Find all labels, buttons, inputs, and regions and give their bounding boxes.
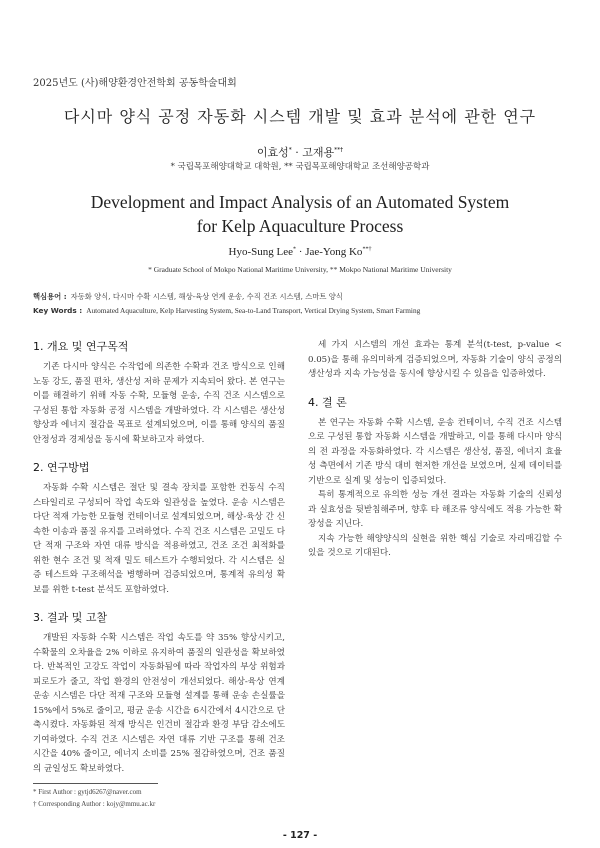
keywords-korean-label: 핵심용어 : [33,292,67,301]
title-korean: 다시마 양식 공정 자동화 시스템 개발 및 효과 분석에 관한 연구 [63,107,537,126]
section-2 [33,459,285,597]
authors-english [0,246,600,258]
section-4 [308,394,562,561]
footnote-first-author [33,788,142,796]
section-2-heading: 2. 연구방법 [33,461,90,474]
title-english-line-2: for Kelp Aquaculture Process [196,216,404,236]
footnote-corresponding-author [33,800,155,808]
author-separator: · [295,146,299,159]
section-2-body: 자동화 수확 시스템은 절단 및 결속 장치를 포함한 컨동식 수직 스타일리로 구성되어 작업 속도와 일관성을 높였다. 운송 시스템은 다단 적재 가능한 모듈형 컨테이너로 설계되었으며, 해상-육상 간 신속한 이송과 품질 유지를 고려하였다. 수직 건조 시스템은 고밀도 다단 적재 구조와 자연 대류 방식을 적용하였고, 건조 조건 최적화를 위한 현수 조건 및 적재 밀도 테스트가 수행되었다. 각 시스템은 실증 테스트와 구조해석을 병행하며 검증되었으며, 통계적 유의성 확보를 위한 t-test 분석도 포함하였다. [33,483,285,595]
title-english-line-1: Development and Impact Analysis of an Automated System [90,192,510,212]
footnote-1-mark: * [33,788,37,796]
footnote-divider [33,783,158,784]
section-1 [33,338,285,447]
right-column [308,338,562,573]
section-3-body-2: 세 가지 시스템의 개선 효과는 통계 분석(t-test, p-value < 0.05)을 통해 유의미하게 검증되었으며, 자동화 기술이 양식 공정의 생산성과 지속 가능성을 동시에 향상시킬 수 있음을 입증하였다. [308,340,562,379]
footnote-2-mark: † [33,800,37,808]
author-1-en: Hyo-Sung Lee [228,246,294,258]
section-4-heading: 4. 결 론 [308,395,347,409]
author-1-en-mark: * [293,246,297,253]
author-2-ko-mark: **† [334,146,344,154]
footnote-1-text: First Author : gytjd6267@naver.com [38,788,142,796]
author-2-ko: 고재용 [302,146,335,159]
affiliation-korean: * 국립목포해양대학교 대학원, ** 국립목포해양대학교 조선해양공학과 [170,162,430,172]
section-3-body: 개발된 자동화 수확 시스템은 작업 속도를 약 35% 향상시키고, 수확물의 오차율을 2% 이하로 유지하여 품질의 일관성을 확보하였다. 반복적인 고강도 작업이 자동화됨에 따라 작업자의 부상 위험과 피로도가 줄고, 작업 환경의 안전성이 개선되었다. 해상-육상 연계 운송 시스템은 다단 적재 구조와 모듈형 설계를 통해 운송 손실률을 15%에서 5%로 줄이고, 평균 운송 시간을 6시간에서 4시간으로 단축시켰다. 자동화된 적재 방식은 인건비 절감과 환경 부담 감소에도 기여하였다. 수직 건조 시스템은 자연 대류 기반 구조를 통해 건조 시간을 40% 줄이고, 에너지 소비를 25% 절감하였으며, 건조 품질의 균일성도 확보하였다. [33,633,285,774]
conference-header: 2025년도 (사)해양환경안전학회 공동학술대회 [33,78,237,89]
authors-korean [0,144,600,160]
author-1-ko-mark: * [288,146,292,154]
affiliation-english: * Graduate School of Mokpo National Maritime University, ** Mokpo National Maritime University [148,265,452,274]
page-number: - 127 - [282,830,318,841]
section-4-body: 본 연구는 자동화 수확 시스템, 운송 컨테이너, 수직 건조 시스템으로 구성된 통합 자동화 시스템을 개발하고, 이를 통해 다시마 양식의 전 과정을 자동화하였다. 각 시스템은 생산성, 품질, 에너지 효율성 측면에서 기존 방식 대비 현저한 개선을 보였으며, 실제 데이터를 기반으로 실계 및 성능이 입증되었다. [308,417,562,486]
section-3-continued [308,338,562,382]
keywords-english [33,306,573,315]
keywords-english-label: Key Words : [33,306,83,315]
keywords-korean-text: 자동화 양식, 다시마 수확 시스템, 해상-육상 연계 운송, 수직 건조 시스템, 스마트 양식 [70,292,343,301]
author-2-en-mark: **† [362,246,372,253]
author-2-en: Jae-Yong Ko [305,246,363,258]
section-4-body-3: 지속 가능한 해양양식의 실현을 위한 핵심 기술로 자리매김할 수 있을 것으로 기대된다. [308,533,562,558]
title-english [0,190,600,238]
author-separator-en: · [298,246,303,258]
section-1-heading: 1. 개요 및 연구목적 [33,340,129,353]
section-3-heading: 3. 결과 및 고찰 [33,611,108,624]
keywords-korean [33,292,573,302]
left-column [33,338,285,788]
keywords-english-text: Automated Aquaculture, Kelp Harvesting System, Sea-to-Land Transport, Vertical Drying System, Smart Farming [86,306,421,315]
author-1-ko: 이효성 [256,146,289,159]
section-1-body: 기존 다시마 양식은 수작업에 의존한 수확과 건조 방식으로 인해 노동 강도, 품질 편차, 생산성 저하 문제가 지속되어 왔다. 본 연구는 이를 해결하기 위해 자동 수확, 모듈형 운송, 수직 건조 시스템으로 구성된 통합 자동화 공정 시스템을 개발하였다. 각 시스템은 생산성 향상과 에너지 절감을 목표로 설계되었으며, 이를 통해 양식의 품질 안정성과 경제성을 동시에 확보하고자 하였다. [33,362,285,445]
footnote-2-text: Corresponding Author : kojy@mmu.ac.kr [38,800,156,808]
section-3 [33,609,285,776]
section-4-body-2: 특히 통계적으로 유의한 성능 개선 결과는 자동화 기술의 신뢰성과 실효성을 뒷받침해주며, 향후 타 해조류 양식에도 적용 가능한 확장성을 지닌다. [308,490,562,529]
